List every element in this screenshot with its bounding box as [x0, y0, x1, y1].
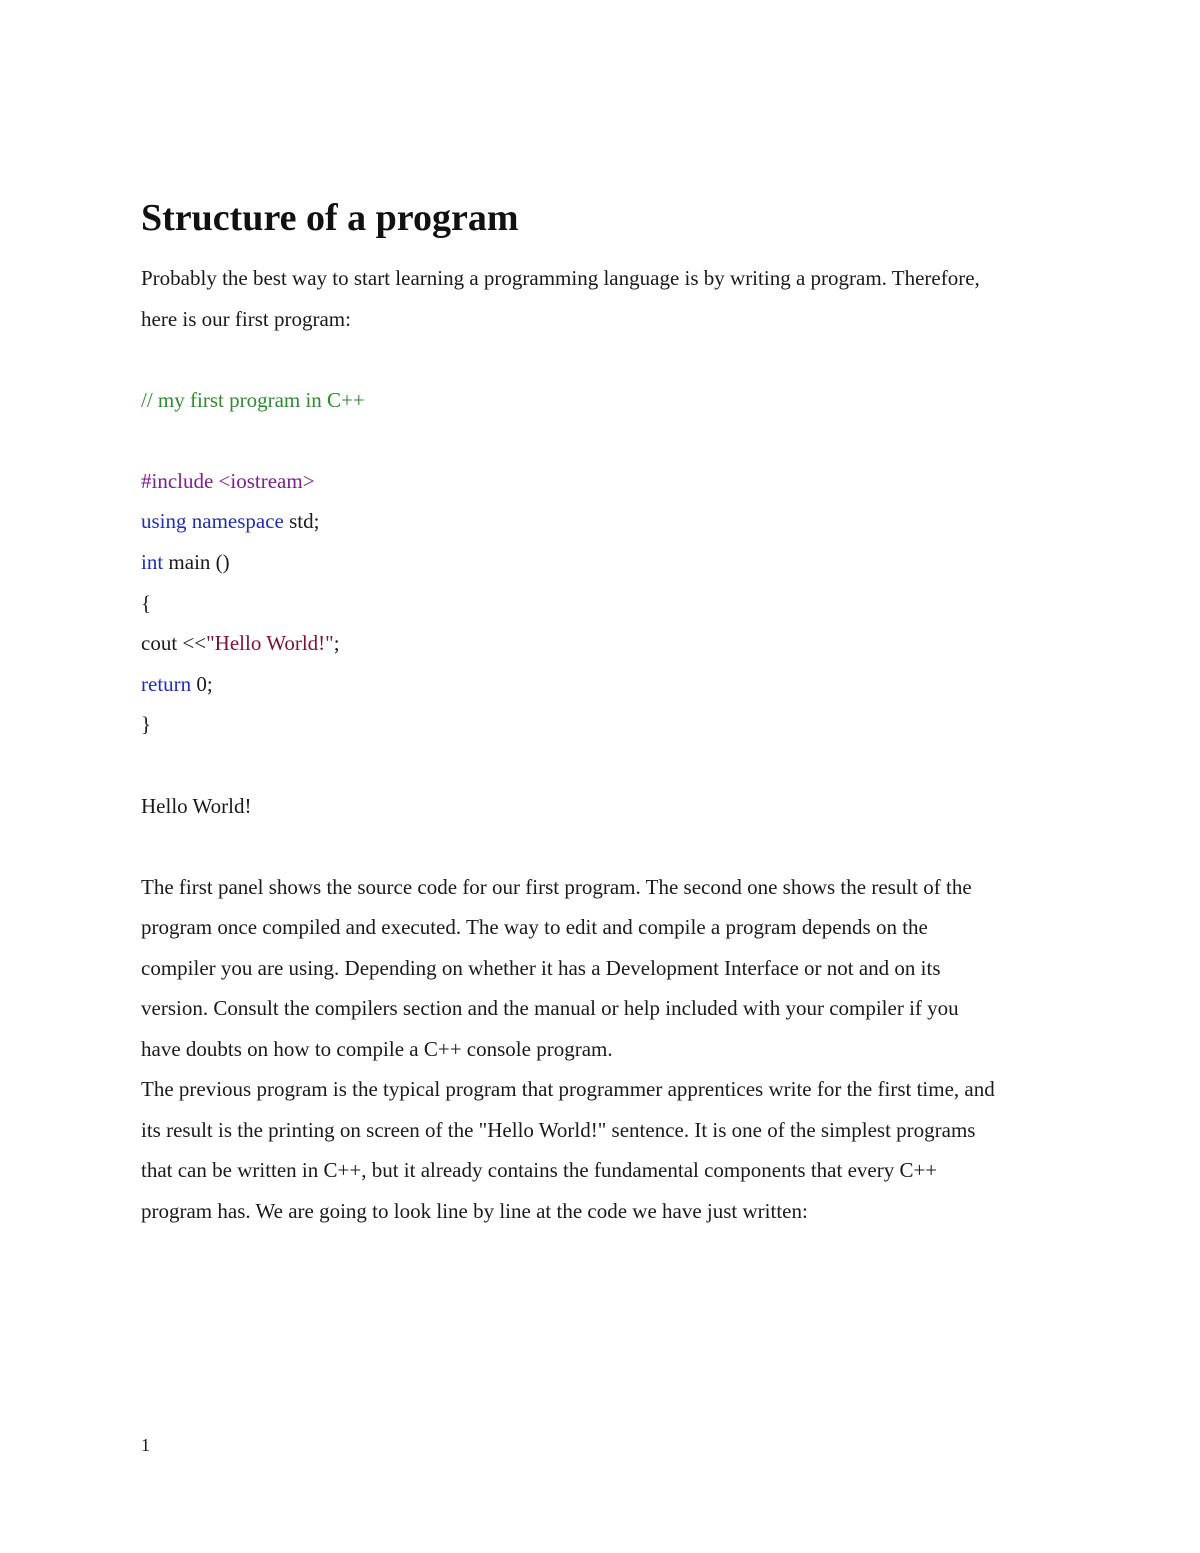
- code-close-brace: }: [141, 712, 152, 736]
- intro-line-2: here is our first program:: [141, 307, 351, 331]
- code-include-line: #include <iostream>: [141, 469, 315, 493]
- code-main-rest: main (): [163, 550, 230, 574]
- intro-line-1: Probably the best way to start learning a programming language is by writing a program. Therefore,: [141, 266, 980, 290]
- body-line: The first panel shows the source code for our first program. The second one shows the result of the: [141, 875, 972, 899]
- body-line: that can be written in C++, but it already contains the fundamental components that every C++: [141, 1158, 938, 1182]
- code-cout-line: [141, 628, 340, 658]
- page-title: Structure of a program: [141, 197, 519, 239]
- body-line: compiler you are using. Depending on whether it has a Development Interface or not and on its: [141, 956, 941, 980]
- code-return-line: [141, 669, 213, 699]
- body-line: version. Consult the compilers section and the manual or help included with your compiler if you: [141, 996, 959, 1020]
- code-cout-suffix: ;: [333, 631, 340, 655]
- code-open-brace: {: [141, 591, 152, 615]
- code-return-rest: 0;: [191, 672, 213, 696]
- keyword-using-namespace: using namespace: [141, 509, 284, 533]
- code-string-literal: "Hello World!": [206, 631, 334, 655]
- keyword-int: int: [141, 550, 164, 574]
- code-cout-prefix: cout <<: [141, 631, 207, 655]
- body-line: program once compiled and executed. The way to edit and compile a program depends on the: [141, 915, 928, 939]
- body-line: The previous program is the typical program that programmer apprentices write for the first time, and: [141, 1077, 995, 1101]
- body-line: program has. We are going to look line by line at the code we have just written:: [141, 1199, 808, 1223]
- code-using-rest: std;: [283, 509, 320, 533]
- program-output: Hello World!: [141, 794, 252, 818]
- page-number: 1: [141, 1435, 150, 1455]
- code-main-line: [141, 547, 230, 577]
- keyword-return: return: [141, 672, 192, 696]
- code-comment-line: // my first program in C++: [141, 388, 365, 412]
- code-using-line: [141, 506, 319, 536]
- body-line: its result is the printing on screen of the "Hello World!" sentence. It is one of the simplest programs: [141, 1118, 976, 1142]
- body-line: have doubts on how to compile a C++ console program.: [141, 1037, 613, 1061]
